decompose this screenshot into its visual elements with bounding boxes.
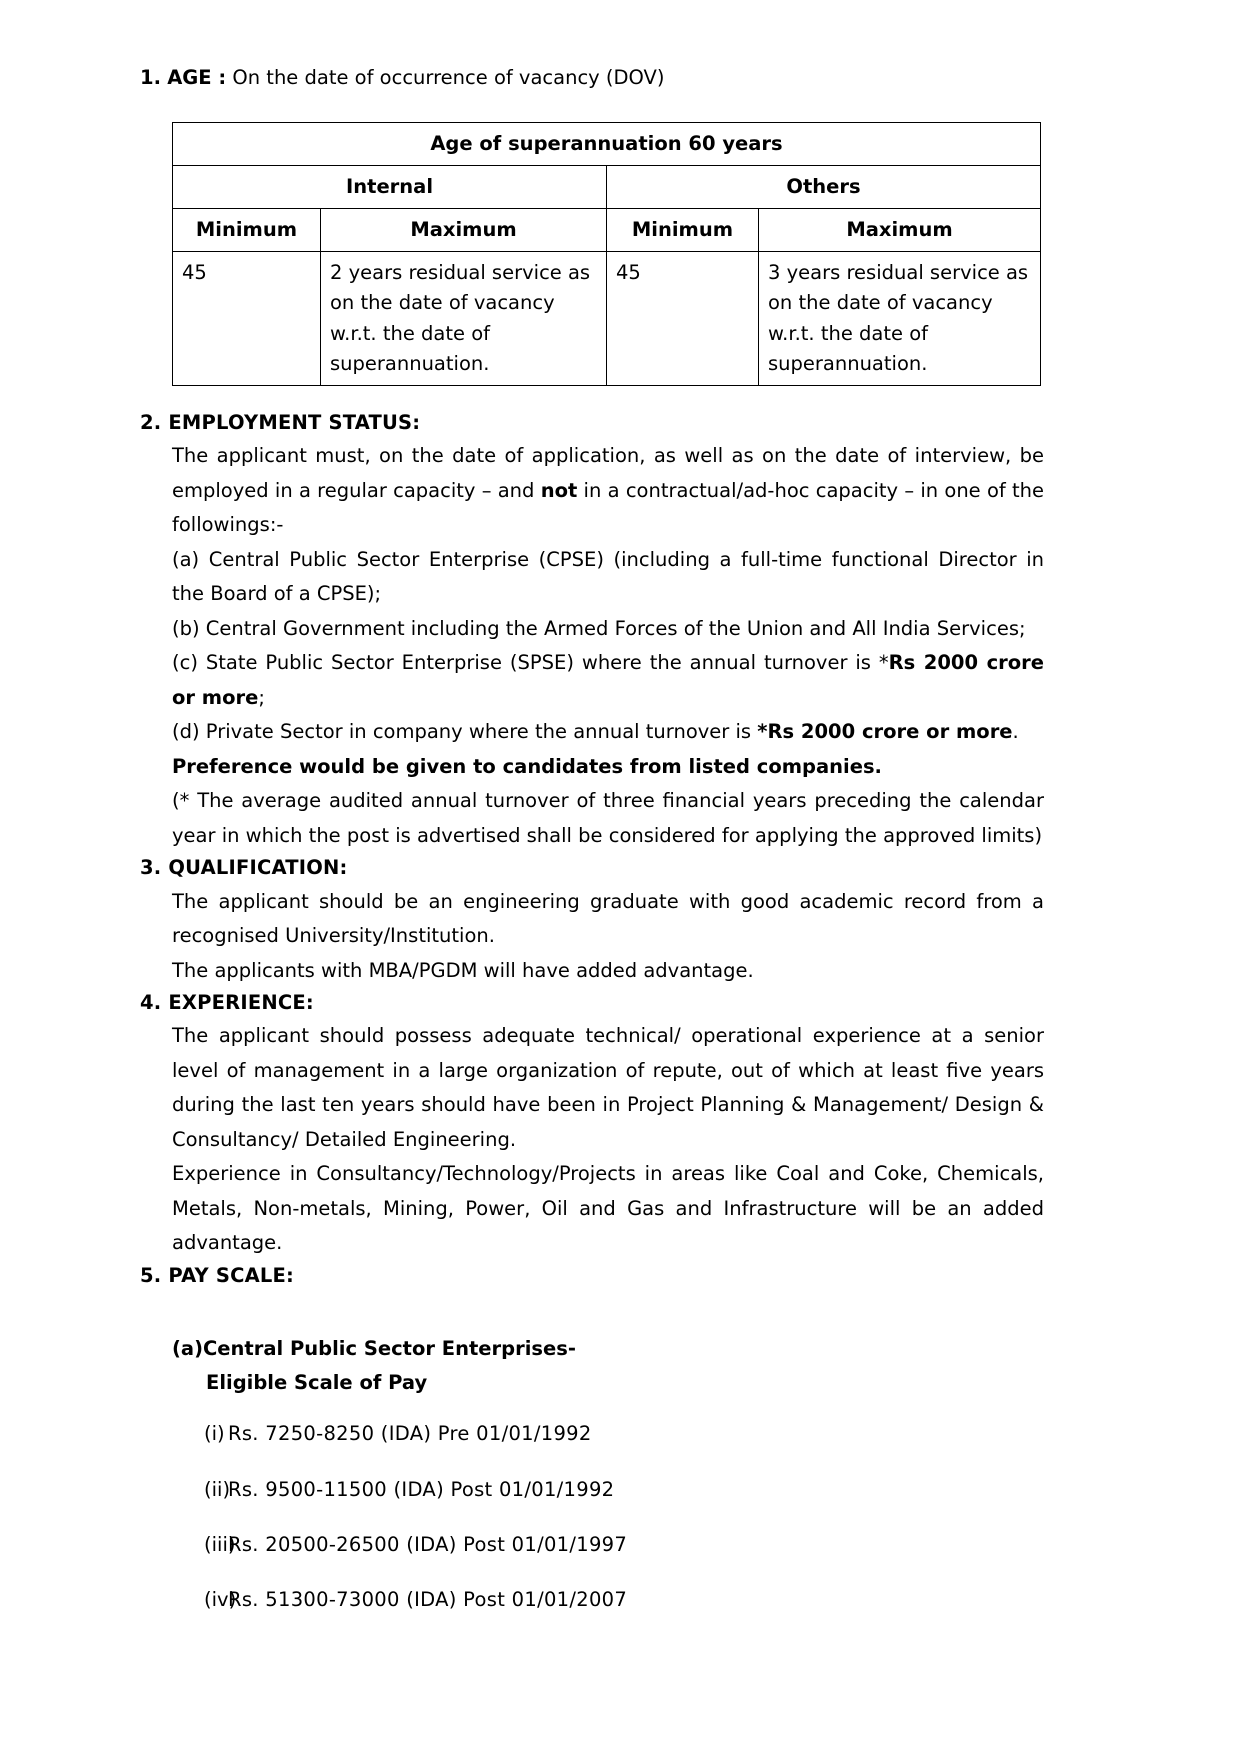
age-others-max: 3 years residual service as on the date of vacancy w.r.t. the date of superannuation. [759,252,1041,386]
age-table-group-others: Others [607,165,1041,208]
section-payscale-heading: PAY SCALE: [168,1263,295,1287]
employment-item-a: (a) Central Public Sector Enterprise (CPSE) (including a full-time functional Director in the Board of a CPSE); [172,547,1044,606]
payscale-item-marker: (iv) [204,1587,237,1611]
age-col-max-internal: Maximum [321,209,607,252]
payscale-list [172,1418,1044,1615]
employment-turnover-note: (* The average audited annual turnover of three financial years preceding the calendar year in which the post is advertised shall be considered for applying the approved limits) [172,789,1044,847]
experience-paragraph-2: Experience in Consultancy/Technology/Projects in areas like Coal and Coke, Chemicals, Metals, Non-metals, Mining, Power, Oil and Gas and Infrastructure will be an added advantage. [172,1162,1044,1255]
employment-itemd-part-b: . [1012,720,1019,744]
payscale-item-text: Rs. 51300-73000 (IDA) Post 01/01/2007 [228,1587,628,1611]
employment-itemd-part-a: (d) Private Sector in company where the annual turnover is [172,720,758,744]
table-row-title [173,122,1041,165]
list-item [172,1418,1044,1449]
employment-item-c [172,646,1044,715]
section-age-heading-line [140,62,1044,94]
table-row-columns [173,209,1041,252]
section-employment-heading: EMPLOYMENT STATUS: [168,411,421,435]
qualification-paragraph-1: The applicant should be an engineering graduate with good academic record from a recognised University/Institution. [172,889,1044,948]
payscale-subheading-a [172,1332,1044,1400]
payscale-item-text: Rs. 20500-26500 (IDA) Post 01/01/1997 [228,1532,628,1556]
section-qualification-heading-line [140,853,1044,882]
experience-paragraph-1: The applicant should possess adequate technical/ operational experience at a senior level of management in a large organization of repute, out of which at least five years during the last ten years should have been in Project Planning & Management/ Design & Consultancy/ Detailed Engineering. [172,1024,1044,1151]
payscale-item-text: Rs. 9500-11500 (IDA) Post 01/01/1992 [228,1477,615,1501]
employment-paragraph-1 [172,439,1044,543]
employment-itemd-bold: *Rs 2000 crore or more [757,720,1013,744]
section-age-heading: AGE : [167,66,227,89]
age-internal-min: 45 [173,252,321,386]
age-col-min-others: Minimum [607,209,759,252]
section-payscale-heading-line [140,1261,1044,1290]
payscale-item-marker: (i) [204,1422,225,1446]
section-qualification-number: 3. [140,856,162,880]
employment-itemc-part-a: (c) State Public Sector Enterprise (SPSE) where the annual turnover is * [172,651,889,675]
age-col-min-internal: Minimum [173,209,321,252]
employment-itemc-bold: Rs 2000 crore or more [172,651,1044,709]
list-item [172,1584,1044,1615]
employment-item-b: (b) Central Government including the Armed Forces of the Union and All India Services; [172,616,1026,640]
section-employment-heading-line [140,408,1044,437]
payscale-sub-a-line1: (a)Central Public Sector Enterprises- [172,1337,576,1361]
employment-p1-part-a: The applicant must, on the date of application, as well as on the date of interview, be employed in a regular capacity – and [172,444,1044,502]
age-table-group-internal: Internal [173,165,607,208]
payscale-item-marker: (iii) [204,1532,236,1556]
section-experience-number: 4. [140,991,162,1015]
employment-item-d [172,715,1044,750]
age-table [172,122,1041,387]
section-age-number: 1. [140,66,161,89]
section-payscale-number: 5. [140,1263,162,1287]
payscale-sub-a-line2: Eligible Scale of Pay [206,1371,428,1395]
section-experience-heading-line [140,988,1044,1017]
employment-itemc-part-b: ; [258,685,265,709]
employment-p1-part-b: in a contractual/ad-hoc capacity – in one of the followings:- [172,478,1044,537]
qualification-paragraph-2: The applicants with MBA/PGDM will have added advantage. [172,958,754,982]
table-row-values [173,252,1041,386]
section-qualification-heading: QUALIFICATION: [168,856,348,880]
section-employment-body [172,439,1044,853]
section-age-lead: On the date of occurrence of vacancy (DOV) [226,66,665,89]
list-item [172,1529,1044,1560]
age-internal-max: 2 years residual service as on the date of vacancy w.r.t. the date of superannuation. [321,252,607,386]
age-table-title: Age of superannuation 60 years [173,122,1041,165]
section-employment-number: 2. [140,411,162,435]
age-others-min: 45 [607,252,759,386]
table-row-groups [173,165,1041,208]
section-qualification-body [172,885,1044,989]
list-item [172,1474,1044,1505]
age-table-wrapper [172,122,1040,387]
age-col-max-others: Maximum [759,209,1041,252]
employment-p1-bold: not [540,478,578,502]
employment-preference-note: Preference would be given to candidates from listed companies. [172,754,882,778]
section-experience-heading: EXPERIENCE: [168,991,314,1015]
payscale-item-marker: (ii) [204,1477,231,1501]
section-experience-body [172,1019,1044,1261]
payscale-item-text: Rs. 7250-8250 (IDA) Pre 01/01/1992 [228,1422,592,1446]
